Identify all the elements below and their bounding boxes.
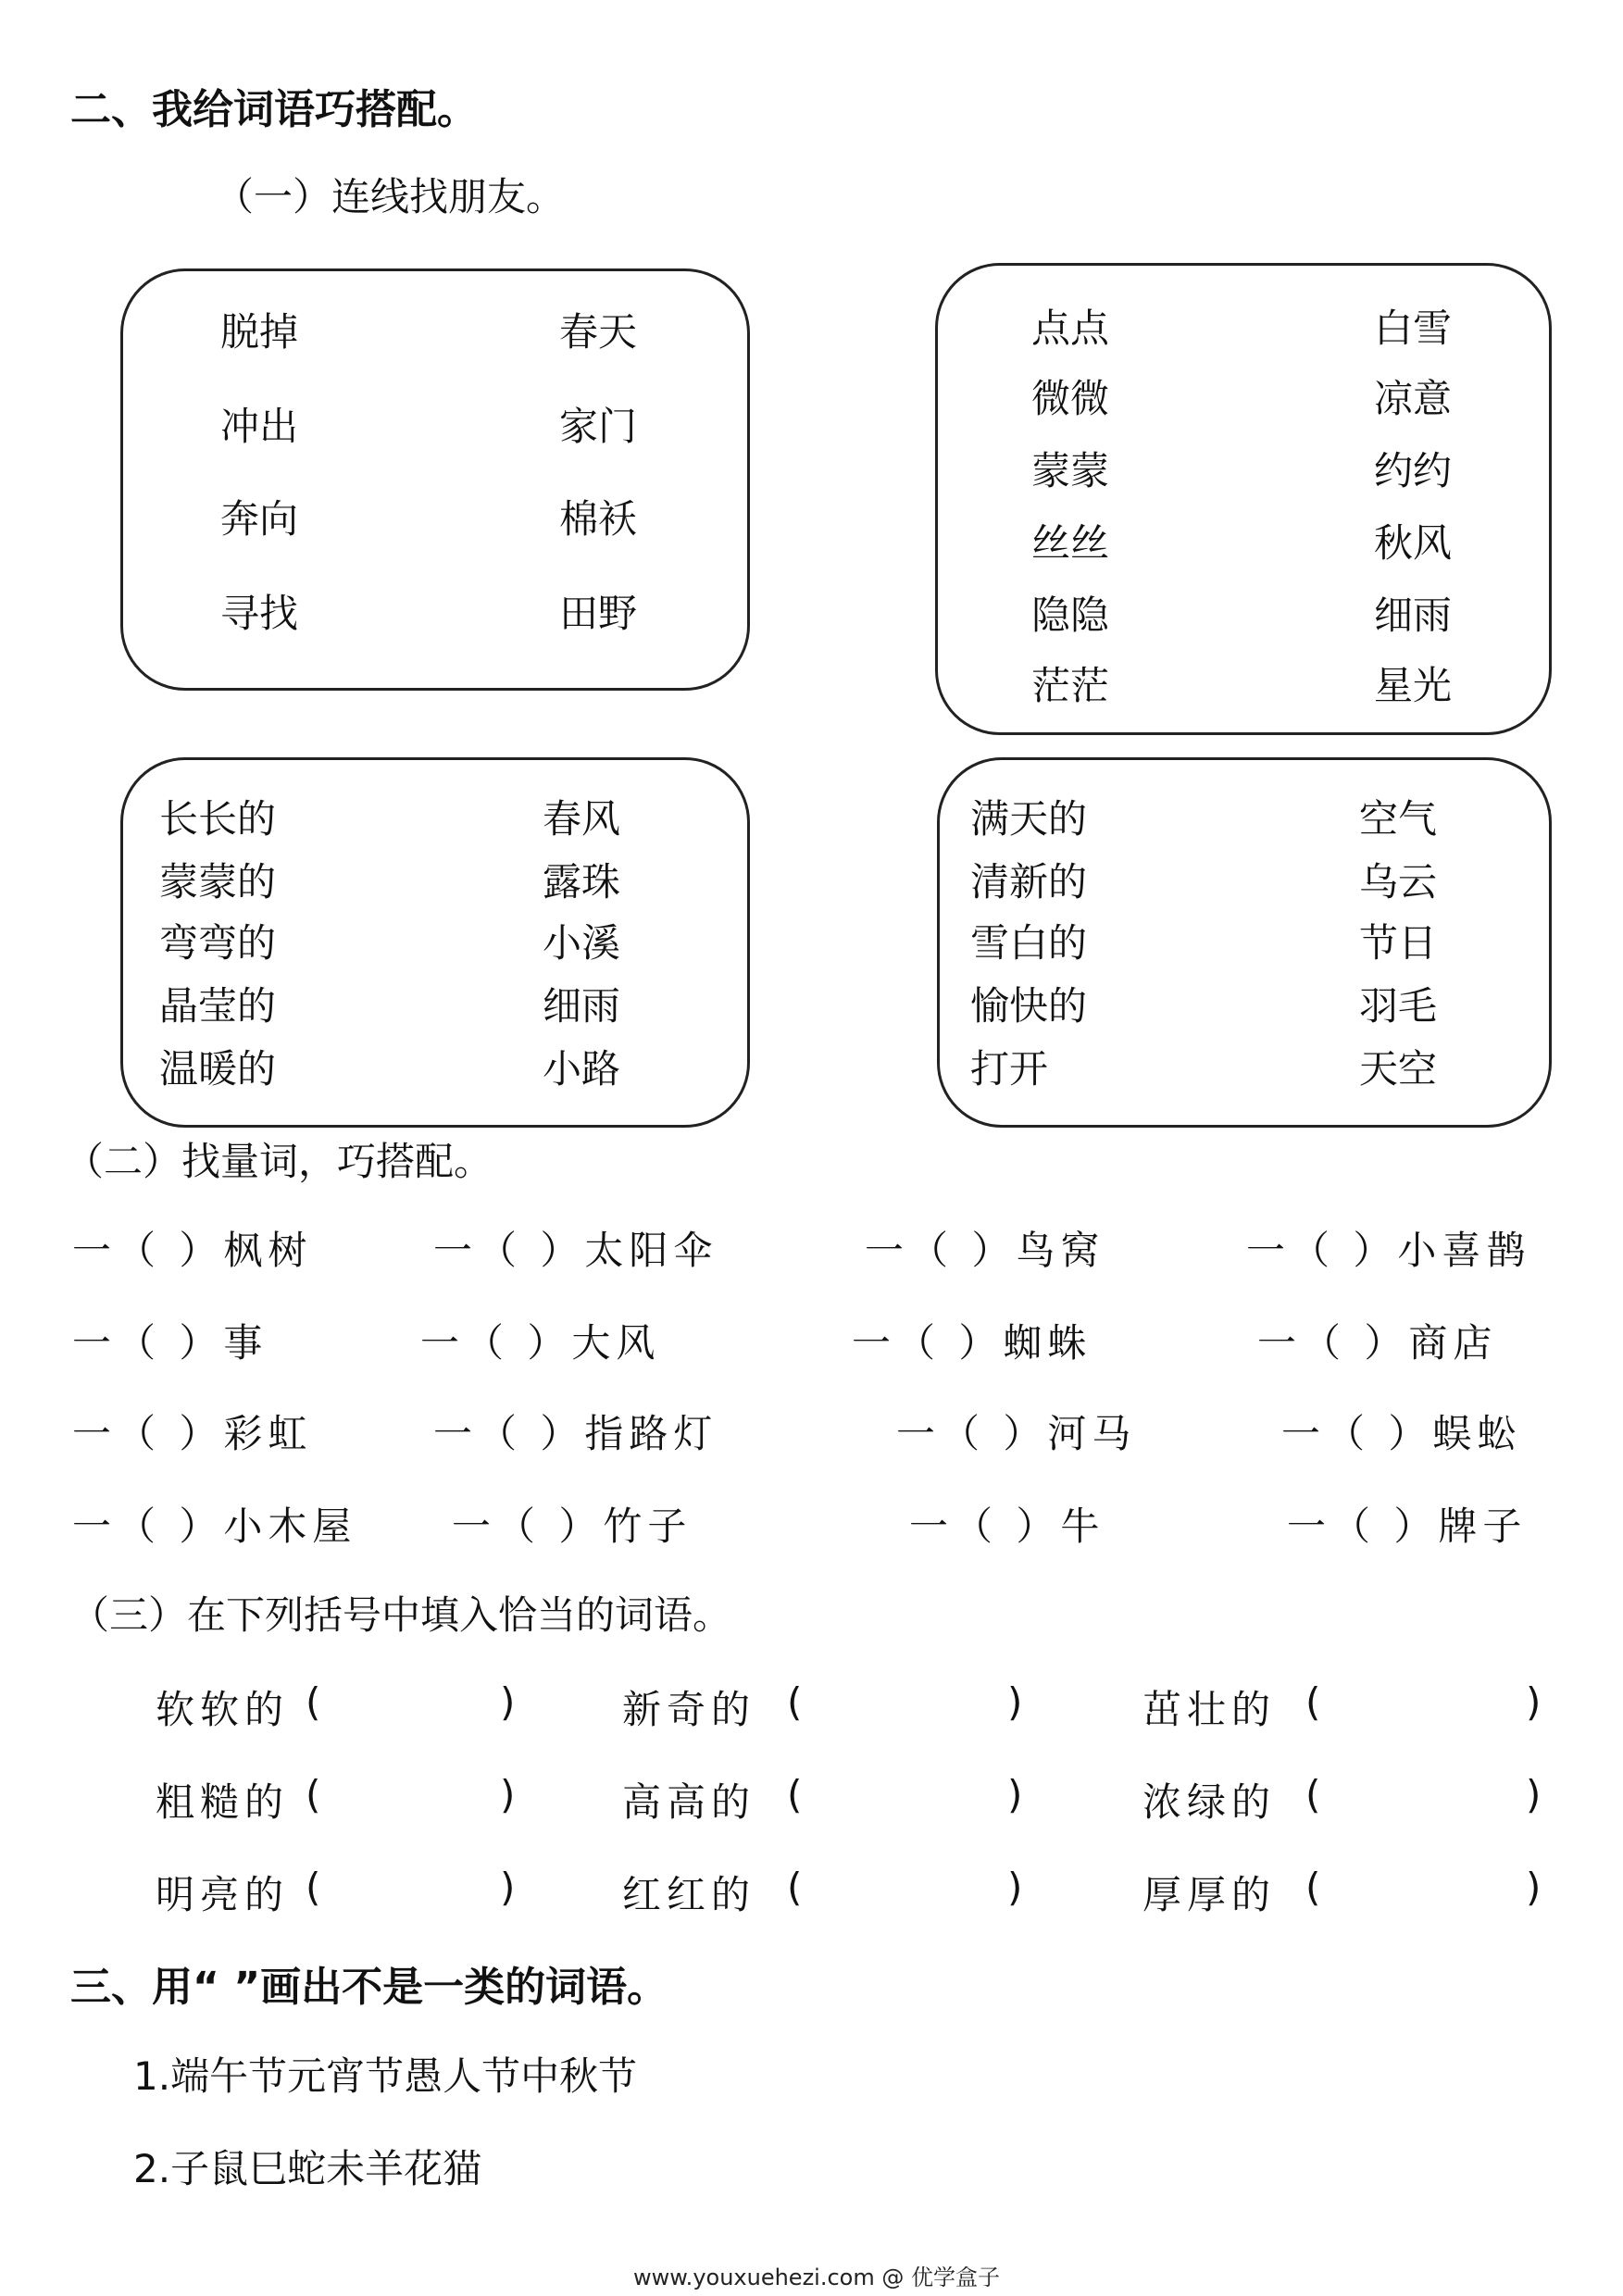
close-paren: )	[1007, 1679, 1029, 1725]
measure-item: 一（ ）牌子	[1287, 1504, 1528, 1549]
box1-left-2: 冲出	[220, 404, 299, 449]
box4-right-2: 乌云	[1359, 859, 1438, 905]
box3-right-2: 露珠	[543, 859, 621, 905]
measure-item: 一（ ）大风	[420, 1320, 661, 1366]
section-3-title: 三、用“ ”画出不是一类的词语。	[70, 1964, 668, 2011]
close-paren: )	[500, 1865, 521, 1910]
measure-row-3	[72, 1404, 1572, 1459]
measure-row-1	[72, 1220, 1572, 1276]
close-paren: )	[1526, 1679, 1547, 1725]
measure-item: 一（ ）枫树	[72, 1228, 313, 1273]
box1-right-3: 棉袄	[559, 496, 638, 542]
box1-left-4: 寻找	[220, 591, 299, 636]
box2-right-6: 星光	[1374, 663, 1453, 708]
box2-right-5: 细雨	[1374, 593, 1453, 638]
open-paren: (	[1305, 1772, 1327, 1817]
box4-right-1: 空气	[1359, 796, 1438, 842]
open-paren: (	[306, 1865, 327, 1910]
measure-item: 一（ ）牛	[909, 1504, 1105, 1549]
open-paren: (	[1305, 1679, 1327, 1725]
close-paren: )	[1526, 1772, 1547, 1817]
measure-item: 一（ ）太阳伞	[433, 1228, 718, 1273]
box3-right-1: 春风	[543, 796, 621, 842]
measure-item: 一（ ）蜘蛛	[852, 1320, 1092, 1366]
box2-left-1: 点点	[1031, 306, 1110, 351]
part-3-title: （三）在下列括号中填入恰当的词语。	[70, 1592, 732, 1638]
measure-item: 一（ ）竹子	[452, 1504, 693, 1549]
open-paren: (	[306, 1772, 327, 1817]
measure-item: 一（ ）事	[72, 1320, 268, 1366]
box2-left-2: 微微	[1031, 376, 1110, 421]
measure-row-2	[72, 1313, 1572, 1368]
box4-left-5: 打开	[970, 1046, 1049, 1092]
box3-left-4: 晶莹的	[159, 983, 277, 1029]
open-paren: (	[787, 1772, 808, 1817]
close-paren: )	[1007, 1772, 1029, 1817]
fill-word: 红红的	[622, 1872, 756, 1917]
fill-row-3	[0, 1865, 1623, 1920]
footer-watermark: www.youxuehezi.com @ 优学盒子	[633, 2265, 1000, 2290]
part-2-title: （二）找量词，巧搭配。	[65, 1139, 493, 1184]
box1-right-4: 田野	[559, 591, 638, 636]
box4-right-4: 羽毛	[1359, 983, 1438, 1029]
fill-row-2	[0, 1772, 1623, 1828]
box3-left-5: 温暖的	[159, 1046, 277, 1092]
fill-word: 明亮的	[156, 1872, 290, 1917]
box2-left-6: 茫茫	[1031, 663, 1110, 708]
fill-word: 浓绿的	[1142, 1779, 1277, 1825]
open-paren: (	[787, 1679, 808, 1725]
measure-item: 一（ ）鸟窝	[865, 1228, 1105, 1273]
close-paren: )	[1526, 1865, 1547, 1910]
fill-word: 茁壮的	[1142, 1687, 1277, 1732]
box2-left-5: 隐隐	[1031, 593, 1110, 638]
fill-word: 粗糙的	[156, 1779, 290, 1825]
measure-row-4	[72, 1496, 1572, 1552]
open-paren: (	[306, 1679, 327, 1725]
close-paren: )	[500, 1679, 521, 1725]
box1-left-1: 脱掉	[220, 309, 299, 355]
box2-left-4: 丝丝	[1031, 520, 1110, 566]
match-box-2	[935, 263, 1552, 735]
open-paren: (	[787, 1865, 808, 1910]
fill-word: 高高的	[622, 1779, 756, 1825]
box3-left-1: 长长的	[159, 796, 277, 842]
measure-item: 一（ ）彩虹	[72, 1411, 313, 1456]
box1-right-1: 春天	[559, 309, 638, 355]
box3-right-5: 小路	[543, 1046, 621, 1092]
fill-word: 软软的	[156, 1687, 290, 1732]
measure-item: 一（ ）小木屋	[72, 1504, 357, 1549]
box1-left-3: 奔向	[220, 496, 299, 542]
box3-left-3: 弯弯的	[159, 920, 277, 966]
box3-right-4: 细雨	[543, 983, 621, 1029]
box1-right-2: 家门	[559, 404, 638, 449]
match-box-1	[120, 268, 750, 691]
close-paren: )	[1007, 1865, 1029, 1910]
open-paren: (	[1305, 1865, 1327, 1910]
box4-left-2: 清新的	[970, 859, 1088, 905]
section-2-title: 二、我给词语巧搭配。	[70, 86, 478, 133]
box2-right-4: 秋风	[1374, 520, 1453, 566]
close-paren: )	[500, 1772, 521, 1817]
box4-left-4: 愉快的	[970, 983, 1088, 1029]
box2-right-1: 白雪	[1374, 306, 1453, 351]
measure-item: 一（ ）蜈蚣	[1281, 1411, 1522, 1456]
box3-right-3: 小溪	[543, 920, 621, 966]
box2-right-3: 约约	[1374, 448, 1453, 493]
box4-left-1: 满天的	[970, 796, 1088, 842]
box2-left-3: 蒙蒙	[1031, 448, 1110, 493]
measure-item: 一（ ）河马	[896, 1411, 1137, 1456]
box4-right-3: 节日	[1359, 920, 1438, 966]
fill-word: 厚厚的	[1142, 1872, 1277, 1917]
box4-left-3: 雪白的	[970, 920, 1088, 966]
box3-left-2: 蒙蒙的	[159, 859, 277, 905]
fill-row-1	[0, 1679, 1623, 1735]
part-1-title: （一）连线找朋友。	[215, 174, 566, 219]
measure-item: 一（ ）商店	[1257, 1320, 1498, 1366]
measure-item: 一（ ）指路灯	[433, 1411, 718, 1456]
fill-word: 新奇的	[622, 1687, 756, 1732]
measure-item: 一（ ）小喜鹊	[1246, 1228, 1531, 1273]
section-3-item-1: 1.端午节元宵节愚人节中秋节	[133, 2053, 638, 2099]
box4-right-5: 天空	[1359, 1046, 1438, 1092]
section-3-item-2: 2.子鼠巳蛇未羊花猫	[133, 2146, 482, 2191]
box2-right-2: 凉意	[1374, 376, 1453, 421]
